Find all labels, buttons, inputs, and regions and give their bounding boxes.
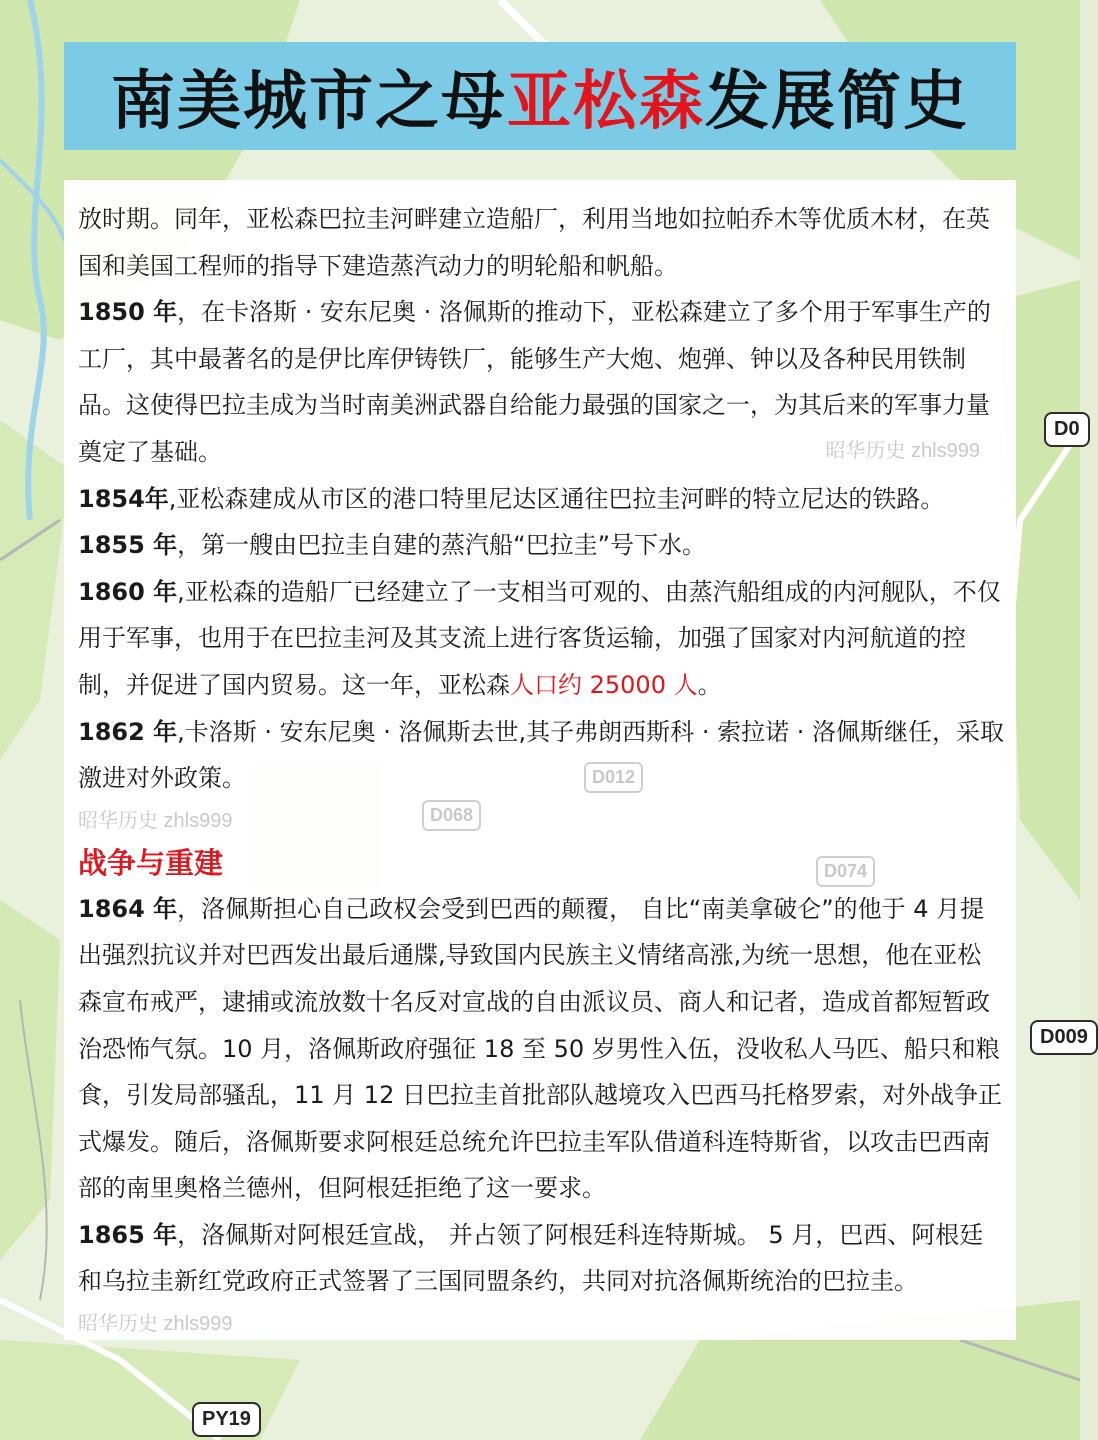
paragraph-1862-text: ,卡洛斯 · 安东尼奥 · 洛佩斯去世,其子弗朗西斯科 · 索拉诺 · 洛佩斯继任，采取激进对外政策。: [78, 717, 1004, 793]
watermark-1: 昭华历史 zhls999: [825, 439, 980, 462]
year-1854: 1854年: [78, 484, 169, 513]
faded-route-d074: D074: [816, 856, 875, 887]
year-1860: 1860 年: [78, 577, 178, 606]
title-banner: [64, 42, 1016, 150]
route-badge-d009: D009: [1030, 1020, 1098, 1055]
paragraph-intro: [78, 196, 1004, 289]
section-heading-war: 战争与重建: [78, 845, 224, 880]
title-prefix: 南美城市之母: [111, 65, 507, 139]
title-highlight: 亚松森: [507, 65, 705, 139]
route-badge-d0: D0: [1044, 412, 1090, 447]
population-highlight: 人口约 25000 人: [510, 670, 698, 699]
year-1865: 1865 年: [78, 1220, 178, 1249]
paragraph-1865-text: ，洛佩斯对阿根廷宣战， 并占领了阿根廷科连特斯城。 5 月，巴西、阿根廷和乌拉圭新红党政府正式签署了三国同盟条约，共同对抗洛佩斯统治的巴拉圭。: [78, 1220, 984, 1296]
paragraph-1854-text: ,亚松森建成从市区的港口特里尼达区通往巴拉圭河畔的特立尼达的铁路。: [168, 484, 945, 513]
year-1864: 1864 年: [78, 894, 178, 923]
paragraph-1850-text: ，在卡洛斯 · 安东尼奥 · 洛佩斯的推动下，亚松森建立了多个用于军事生产的工厂，其中最著名的是伊比库伊铸铁厂，能够生产大炮、炮弹、钟以及各种民用铁制品。这使得巴拉圭成为当时南美洲武器自给能力最强的国家之一，为其后来的军事力量奠定了基础。: [78, 298, 991, 466]
paragraph-1864: [78, 886, 1004, 1212]
paragraph-1860-text: ,亚松森的造船厂已经建立了一支相当可观的、由蒸汽船组成的内河舰队，不仅用于军事，也用于在巴拉圭河及其支流上进行客货运输，加强了国家对内河航道的控制，并促进了国内贸易。这一年，亚松森: [78, 577, 1001, 699]
year-1862: 1862 年: [78, 717, 178, 746]
page-title: [111, 50, 969, 142]
paragraph-1864-text: ，洛佩斯担心自己政权会受到巴西的颠覆， 自比“南美拿破仑”的他于 4 月提出强烈抗议并对巴西发出最后通牒,导致国内民族主义情绪高涨,为统一思想，他在亚松森宣布戒严，逮捕或流放数十名反对宣战的自由派议员、商人和记者，造成首都短暂政治恐怖气氛。10 月，洛佩斯政府强征 18 至 50 岁男性入伍，没收私人马匹、船只和粮食，引发局部骚乱，11 月 12 日巴拉圭首批部队越境攻入巴西马托格罗索，对外战争正式爆发。随后，洛佩斯要求阿根廷总统允许巴拉圭军队借道科连特斯省，以攻击巴西南部的南里奥格兰德州，但阿根廷拒绝了这一要求。: [78, 894, 1002, 1203]
paragraph-1862: [78, 709, 1004, 802]
watermark-2: 昭华历史 zhls999: [78, 809, 233, 832]
article-body: [78, 196, 1004, 1343]
route-badge-py19: PY19: [192, 1402, 261, 1437]
paragraph-1860: [78, 569, 1004, 709]
paragraph-intro-text: 放时期。同年，亚松森巴拉圭河畔建立造船厂，利用当地如拉帕乔木等优质木材，在英国和美国工程师的指导下建造蒸汽动力的明轮船和帆船。: [78, 205, 990, 280]
watermark-3: 昭华历史 zhls999: [78, 1313, 233, 1336]
title-suffix: 发展简史: [705, 65, 969, 139]
year-1855: 1855 年: [78, 531, 178, 560]
paragraph-1860-end: 。: [697, 670, 722, 699]
faded-route-d012: D012: [584, 762, 643, 793]
content-card: [64, 180, 1016, 1340]
paragraph-1865: [78, 1212, 1004, 1305]
faded-route-d068: D068: [422, 800, 481, 831]
year-1850: 1850 年: [78, 298, 178, 327]
paragraph-1855-text: ，第一艘由巴拉圭自建的蒸汽船“巴拉圭”号下水。: [177, 531, 707, 560]
paragraph-1855: [78, 522, 1004, 569]
paragraph-1854: [78, 476, 1004, 523]
